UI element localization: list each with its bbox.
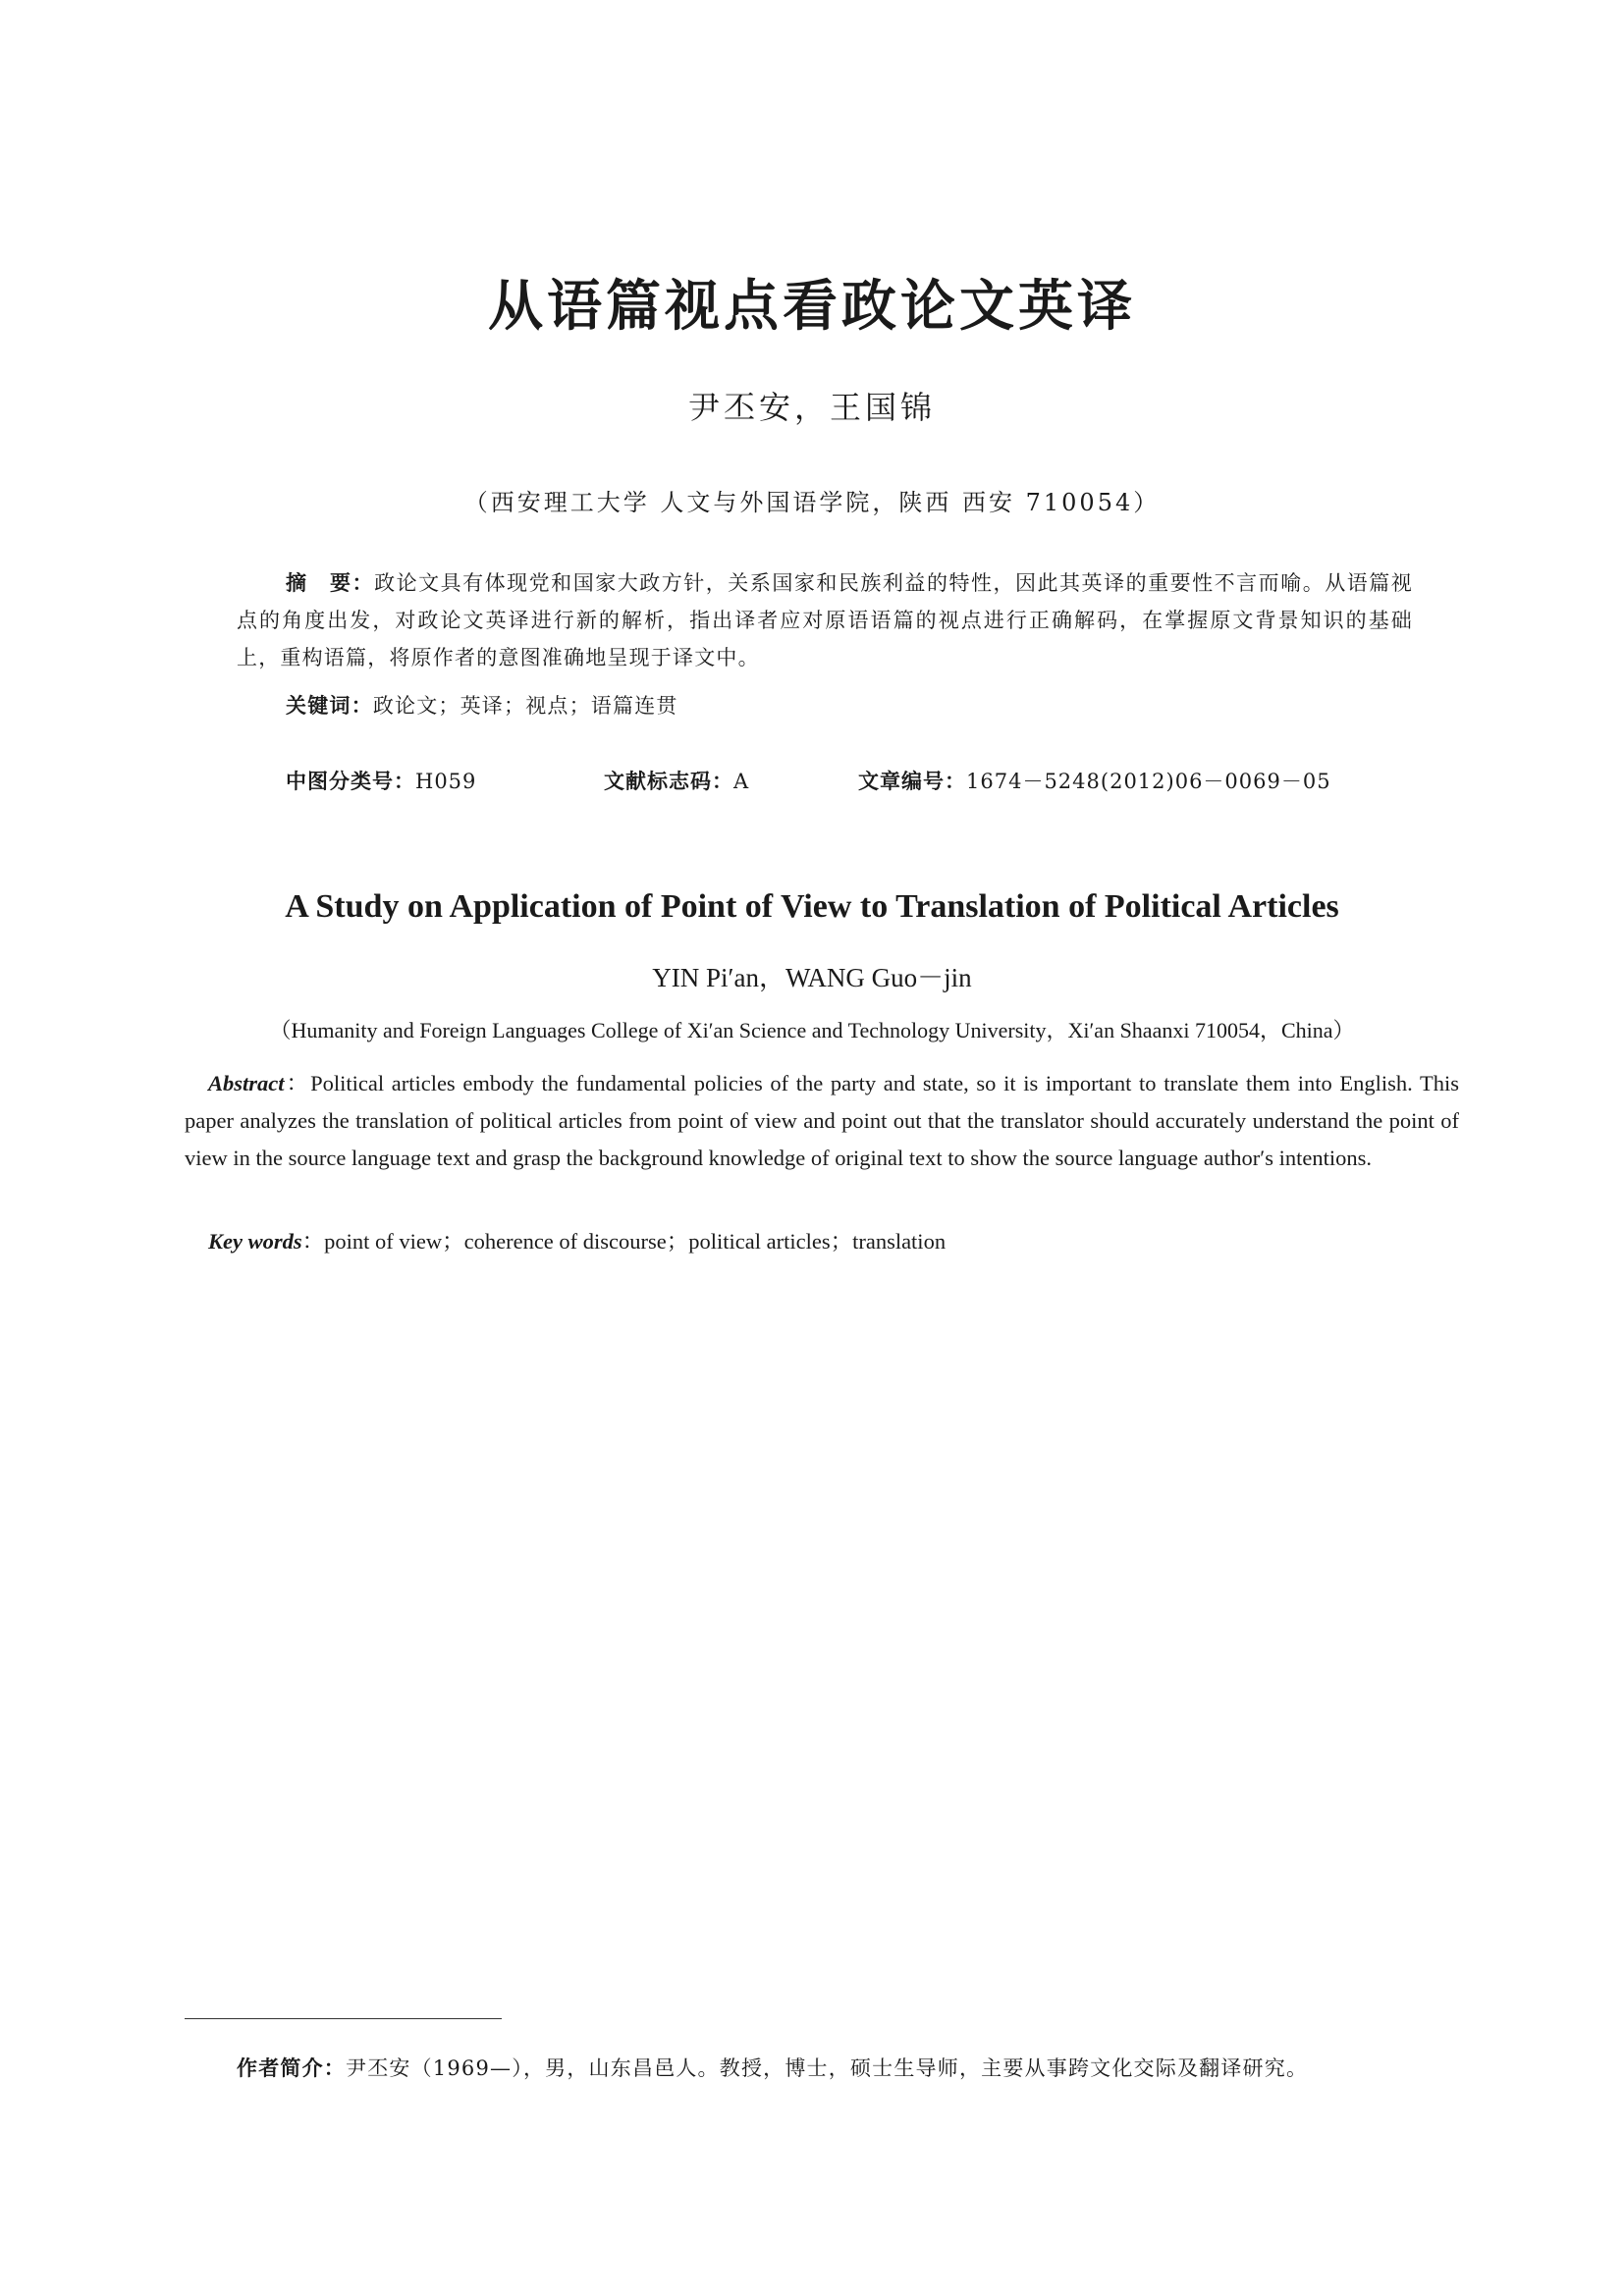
article-number-value: 1674－5248(2012)06－0069－05 xyxy=(966,770,1331,793)
chinese-abstract-text: 政论文具有体现党和国家大政方针，关系国家和民族利益的特性，因此其英译的重要性不言而喻。从语篇视点的角度出发，对政论文英译进行新的解析，指出译者应对原语语篇的视点进行正确解码，在掌握原文背景知识的基础上，重构语篇，将原作者的意图准确地呈现于译文中。 xyxy=(237,571,1413,669)
chinese-keywords xyxy=(286,687,1415,724)
article-number xyxy=(858,766,1331,797)
english-title: A Study on Application of Point of View to Translation of Political Articles xyxy=(285,888,1339,925)
chinese-abstract-label: 摘 要： xyxy=(286,571,375,595)
english-keywords-separator: ： xyxy=(301,1229,325,1254)
english-abstract-text: Political articles embody the fundamental policies of the party and state, so it is important to translate them into English. This paper analyzes the translation of political articles from point of view and point out that the translator should accurately understand the point of view in the source language text and grasp the background knowledge of original text to show the source language author′s intentions. xyxy=(185,1071,1459,1170)
document-code-value: A xyxy=(733,770,750,793)
chinese-affiliation: （西安理工大学 人文与外国语学院，陕西 西安 710054） xyxy=(463,489,1161,516)
chinese-keywords-text: 政论文；英译；视点；语篇连贯 xyxy=(372,694,678,718)
chinese-abstract xyxy=(237,564,1413,676)
chinese-title: 从语篇视点看政论文英译 xyxy=(488,274,1136,339)
english-authors: YIN Pi′an，WANG Guo－jin xyxy=(652,963,972,992)
author-footnote xyxy=(237,2053,1464,2084)
chinese-keywords-label: 关键词： xyxy=(286,694,373,718)
footnote-label: 作者简介： xyxy=(237,2056,346,2080)
footnote-divider xyxy=(185,2018,502,2019)
article-number-label: 文章编号： xyxy=(858,770,966,793)
document-code xyxy=(604,766,749,797)
chinese-authors: 尹丕安，王国锦 xyxy=(687,389,936,426)
footnote-text: 尹丕安（1969—），男，山东昌邑人。教授，博士，硕士生导师，主要从事跨文化交际及翻译研究。 xyxy=(346,2056,1309,2080)
document-code-label: 文献标志码： xyxy=(604,770,733,793)
english-keywords-text: point of view；coherence of discourse；political articles；translation xyxy=(324,1229,947,1254)
clc-value: H059 xyxy=(415,770,477,793)
english-affiliation: （Humanity and Foreign Languages College of Xi′an Science and Technology University，Xi′an Shaanxi 710054，China） xyxy=(269,1018,1355,1042)
english-abstract xyxy=(185,1065,1459,1177)
english-abstract-separator: ： xyxy=(284,1071,311,1095)
english-abstract-label: Abstract xyxy=(208,1071,285,1095)
clc-label: 中图分类号： xyxy=(286,770,415,793)
english-keywords-label: Key words xyxy=(208,1229,302,1254)
clc-number xyxy=(286,766,476,797)
english-keywords xyxy=(208,1223,1455,1260)
